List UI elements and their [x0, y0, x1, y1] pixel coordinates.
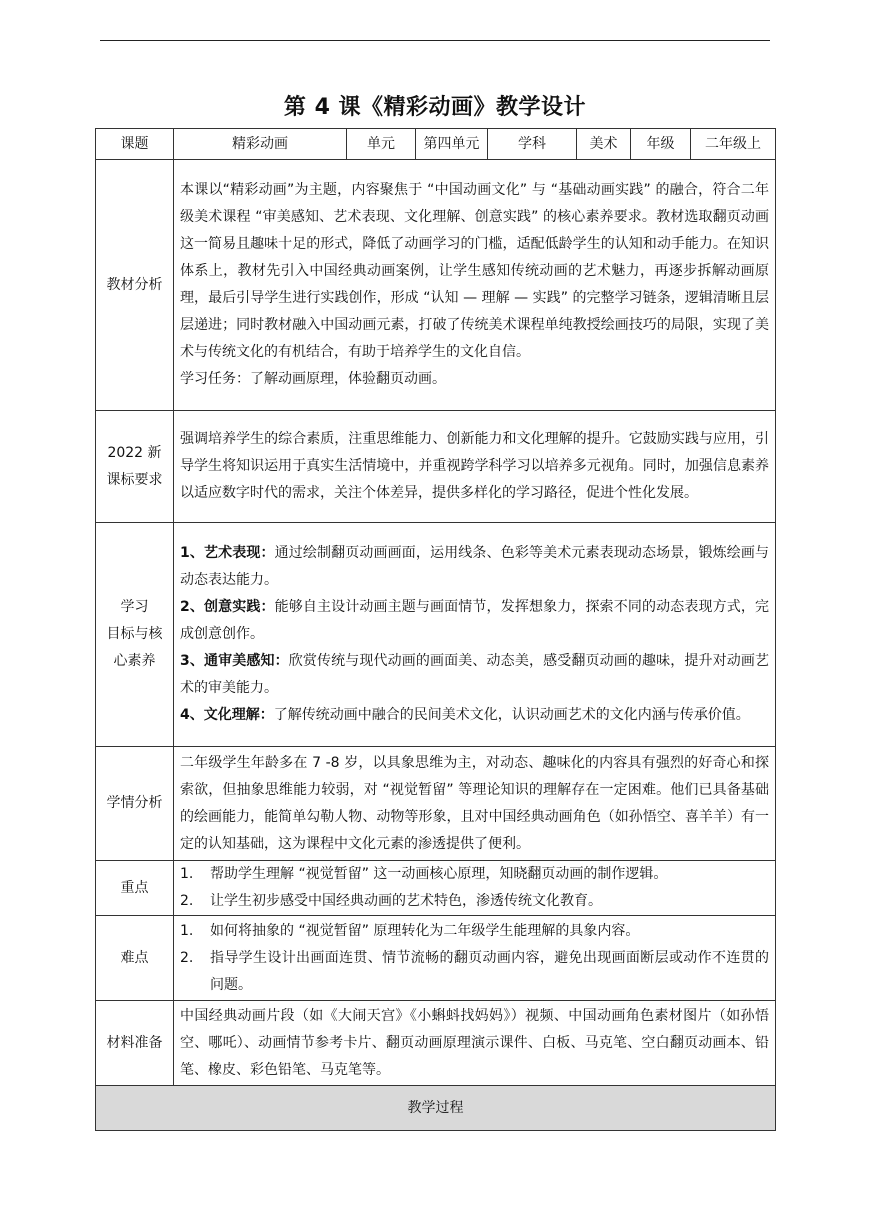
learning-task: 学习任务：了解动画原理，体验翻页动画。 — [180, 371, 446, 387]
materials-content: 中国经典动画片段（如《大闹天宫》《小蝌蚪找妈妈》）视频、中国动画角色素材图片（如孙悟空、哪吒）、动画情节参考卡片、翻页动画原理演示课件、白板、马克笔、空白翻页动画本、铅笔、橡皮、彩色铅笔、马克笔等。 — [174, 1001, 776, 1086]
key-points-content — [174, 861, 776, 916]
textbook-analysis-label: 教材分析 — [96, 160, 174, 411]
textbook-analysis-row — [96, 160, 776, 411]
unit-label: 单元 — [347, 129, 416, 160]
difficulties-label: 难点 — [96, 916, 174, 1001]
goal-item: 4、文化理解：了解传统动画中融合的民间美术文化，认识动画艺术的文化内涵与传承价值。 — [180, 707, 750, 723]
difficulty-item: 2. 指导学生设计出画面连贯、情节流畅的翻页动画内容，避免出现画面断层或动作不连贯的问题。 — [180, 949, 769, 993]
curriculum-standard-row — [96, 411, 776, 523]
unit-value: 第四单元 — [416, 129, 488, 160]
difficulties-content — [174, 916, 776, 1001]
page-title: 第 4 课《精彩动画》教学设计 — [283, 95, 587, 120]
key-point-item: 2. 让学生初步感受中国经典动画的艺术特色，渗透传统文化教育。 — [180, 893, 602, 909]
difficulty-item: 1. 如何将抽象的 “视觉暂留” 原理转化为二年级学生能理解的具象内容。 — [180, 922, 640, 939]
goal-item: 2、创意实践：能够自主设计动画主题与画面情节，发挥想象力，探索不同的动态表现方式，完成创意创作。 — [180, 599, 769, 642]
topic-value: 精彩动画 — [174, 129, 347, 160]
teaching-process-row — [96, 1086, 776, 1131]
topic-label: 课题 — [96, 129, 174, 160]
subject-label: 学科 — [488, 129, 577, 160]
difficulties-row — [96, 916, 776, 1001]
goal-item: 3、通审美感知：欣赏传统与现代动画的画面美、动态美，感受翻页动画的趣味，提升对动画艺术的审美能力。 — [180, 653, 769, 696]
grade-value: 二年级上 — [691, 129, 776, 160]
subject-value: 美术 — [577, 129, 631, 160]
student-analysis-row — [96, 747, 776, 861]
learning-goals-content — [174, 523, 776, 747]
textbook-analysis-paragraph: 本课以“精彩动画”为主题，内容聚焦于 “中国动画文化” 与 “基础动画实践” 的融合，符合二年级美术课程 “审美感知、艺术表现、文化理解、创意实践” 的核心素养要求。教材选取翻页动画这一简易且趣味十足的形式，降低了动画学习的门槛，适配低龄学生的认知和动手能力。在知识体系上，教材先引入中国经典动画案例，让学生感知传统动画的艺术魅力，再逐步拆解动画原理，最后引导学生进行实践创作，形成 “认知 — 理解 — 实践” 的完整学习链条，逻辑清晰且层层递进；同时教材融入中国动画元素，打破了传统美术课程单纯教授绘画技巧的局限，实现了美术与传统文化的有机结合，有助于培养学生的文化自信。 — [180, 182, 769, 360]
header-rule — [100, 40, 770, 41]
textbook-analysis-content — [174, 160, 776, 411]
learning-goals-row — [96, 523, 776, 747]
key-point-item: 1. 帮助学生理解 “视觉暂留” 这一动画核心原理，知晓翻页动画的制作逻辑。 — [180, 866, 668, 882]
learning-goals-label: 学习 目标与核 心素养 — [96, 523, 174, 747]
student-analysis-content: 二年级学生年龄多在 7 -8 岁，以具象思维为主，对动态、趣味化的内容具有强烈的好奇心和探索欲，但抽象思维能力较弱，对 “视觉暂留” 等理论知识的理解存在一定困难。他们已具备基础的绘画能力，能简单勾勒人物、动物等形象，且对中国经典动画角色（如孙悟空、喜羊羊）有一定的认知基础，这为课程中文化元素的渗透提供了便利。 — [174, 747, 776, 861]
curriculum-standard-content: 强调培养学生的综合素质，注重思维能力、创新能力和文化理解的提升。它鼓励实践与应用，引导学生将知识运用于真实生活情境中，并重视跨学科学习以培养多元视角。同时，加强信息素养以适应数字时代的需求，关注个体差异，提供多样化的学习路径，促进个性化发展。 — [174, 411, 776, 523]
materials-label: 材料准备 — [96, 1001, 174, 1086]
teaching-process-header: 教学过程 — [96, 1086, 776, 1131]
lesson-plan-table — [95, 128, 776, 1131]
key-points-row — [96, 861, 776, 916]
student-analysis-label: 学情分析 — [96, 747, 174, 861]
materials-row — [96, 1001, 776, 1086]
grade-label: 年级 — [631, 129, 691, 160]
key-points-label: 重点 — [96, 861, 174, 916]
curriculum-standard-label: 2022 新 课标要求 — [96, 411, 174, 523]
goal-item: 1、艺术表现：通过绘制翻页动画画面，运用线条、色彩等美术元素表现动态场景，锻炼绘画与动态表达能力。 — [180, 545, 769, 588]
info-row — [96, 129, 776, 160]
